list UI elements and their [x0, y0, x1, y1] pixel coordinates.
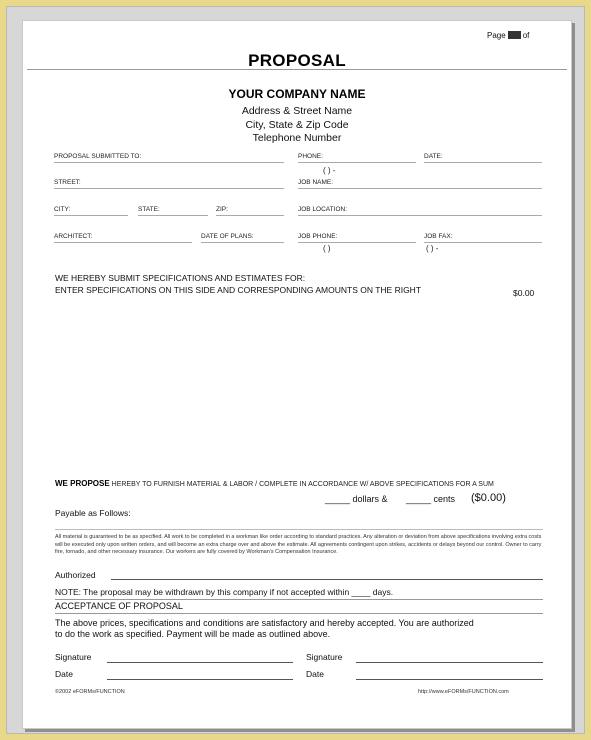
specs-area[interactable] [55, 301, 541, 471]
state-field[interactable]: STATE: [138, 206, 208, 216]
company-name: YOUR COMPANY NAME [228, 87, 366, 101]
authorized-label: Authorized [55, 570, 96, 580]
date-label-right: Date [306, 669, 324, 679]
date-of-plans-field[interactable]: DATE OF PLANS: [201, 233, 284, 243]
propose-line: WE PROPOSE HEREBY TO FURNISH MATERIAL & LABOR / COMPLETE IN ACCORDANCE W/ ABOVE SPECIFICATIONS FOR A SUM [55, 479, 494, 488]
street-field[interactable]: STREET: [54, 179, 284, 189]
acceptance-divider [55, 613, 543, 614]
date-label-left: Date [55, 669, 73, 679]
propose-total: ($0.00) [471, 492, 506, 504]
phone-field[interactable]: PHONE: [298, 153, 416, 163]
acceptance-line-1: The above prices, specifications and conditions are satisfactory and hereby accepted. You are authorized [55, 618, 474, 628]
payable-line[interactable] [55, 529, 543, 530]
footer-url[interactable]: http://www.eFORMs/FUNCTION.com [418, 689, 509, 695]
company-address: Address & Street Name [241, 105, 353, 117]
job-location-field[interactable]: JOB LOCATION: [298, 206, 542, 216]
company-city: City, State & Zip Code [245, 119, 349, 131]
architect-field[interactable]: ARCHITECT: [54, 233, 192, 243]
terms-text: All material is guaranteed to be as specified. All work to be completed in a workman like order according to standard practices. Any alteration or deviation from above specifications involving extra costs will be executed only upon written orders, and will become an extra charge over and above the estimate. All agreements contingent upon strikes, accidents or delays beyond our control. Owner to carry fire, tornado, and other necessary insurance. Our workers are fully covered by Workman's Compensation Insurance. [55, 534, 542, 555]
page-title: PROPOSAL [248, 51, 346, 70]
date-field[interactable]: DATE: [424, 153, 542, 163]
acceptance-line-2: to do the work as specified. Payment will be made as outlined above. [55, 629, 331, 639]
job-phone-format: ( ) [323, 244, 331, 253]
specs-instruction: ENTER SPECIFICATIONS ON THIS SIDE AND CORRESPONDING AMOUNTS ON THE RIGHT [55, 285, 422, 295]
city-field[interactable]: CITY: [54, 206, 128, 216]
job-phone-field[interactable]: JOB PHONE: [298, 233, 416, 243]
note-divider [55, 599, 543, 600]
date-line-right[interactable] [356, 679, 543, 680]
acceptance-heading: ACCEPTANCE OF PROPOSAL [55, 601, 183, 611]
payable-label: Payable as Follows: [55, 508, 131, 518]
job-name-field[interactable]: JOB NAME: [298, 179, 542, 189]
note-text: NOTE: The proposal may be withdrawn by this company if not accepted within ____ days. [55, 587, 394, 597]
phone-format: ( ) - [323, 166, 336, 175]
proposal-sheet [22, 20, 572, 729]
signature-label-right: Signature [306, 652, 343, 662]
job-fax-field[interactable]: JOB FAX: [424, 233, 542, 243]
authorized-signature-line[interactable] [111, 579, 543, 580]
company-phone: Telephone Number [252, 132, 342, 144]
page-number-box[interactable] [508, 31, 521, 39]
submitted-to-field[interactable]: PROPOSAL SUBMITTED TO: [54, 153, 284, 163]
cents-field[interactable]: _____ cents [406, 494, 456, 504]
date-line-left[interactable] [107, 679, 293, 680]
page-indicator: Page of [487, 31, 530, 40]
footer-copyright: ©2002 eFORMs/FUNCTION [55, 689, 125, 695]
specs-amount: $0.00 [513, 288, 535, 298]
specs-heading: WE HEREBY SUBMIT SPECIFICATIONS AND ESTIMATES FOR: [55, 273, 306, 283]
dollars-field[interactable]: _____ dollars & [325, 494, 388, 504]
signature-line-left[interactable] [107, 662, 293, 663]
job-fax-format: ( ) - [426, 244, 439, 253]
zip-field[interactable]: ZIP: [216, 206, 284, 216]
title-divider [27, 69, 567, 70]
signature-label-left: Signature [55, 652, 92, 662]
signature-line-right[interactable] [356, 662, 543, 663]
